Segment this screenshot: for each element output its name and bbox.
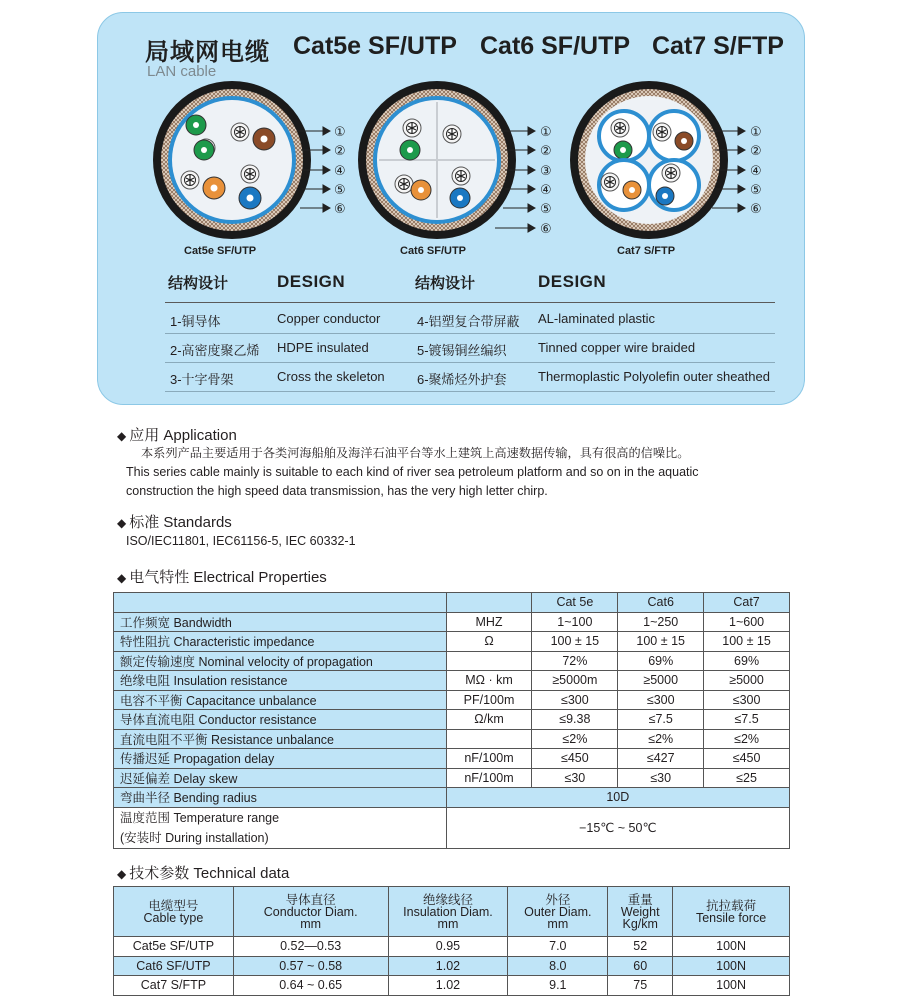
marker: ③ — [540, 164, 552, 179]
cable-cross-sections — [0, 0, 900, 260]
table-row: 特性阻抗 Characteristic impedance Ω 100 ± 15 100 ± 15 100 ± 15 — [114, 632, 790, 652]
caption-cat7: Cat7 S/FTP — [617, 245, 676, 257]
marker: ⑥ — [750, 202, 762, 217]
caption-cat6: Cat6 SF/UTP — [400, 245, 467, 257]
electrical-heading: ◆ 电气特性 Electrical Properties — [117, 569, 327, 586]
marker: ④ — [750, 164, 762, 179]
table-header-row: 电缆型号 Cable type 导体直径 Conductor Diam. mm 绝缘线径 Insulation Diam. mm 外径 Outer Diam. mm 重量 Weight Kg/km 抗拉载荷 Tensile force — [114, 887, 790, 937]
table-row — [114, 807, 790, 848]
application-heading: ◆ 应用 Application — [117, 427, 237, 444]
design-item: Tinned copper wire braided — [538, 340, 696, 355]
table-row: Cat5e SF/UTP 0.52—0.53 0.95 7.0 52 100N — [114, 937, 790, 957]
marker: ① — [750, 125, 762, 140]
design-header-cn-1: 结构设计 — [168, 274, 229, 292]
cat7-diagram — [570, 81, 745, 239]
design-item: AL-laminated plastic — [538, 311, 656, 326]
diamond-bullet-icon: ◆ — [117, 867, 127, 881]
temperature-note: (安装时 During installation) — [120, 830, 269, 845]
marker: ① — [334, 125, 346, 140]
title-chinese: 局域网电缆 — [145, 38, 270, 66]
table-row: 电容不平衡 Capacitance unbalance PF/100m ≤300 ≤300 ≤300 — [114, 690, 790, 710]
design-divider — [165, 333, 775, 334]
marker: ④ — [540, 183, 552, 198]
cat5e-diagram — [153, 81, 330, 239]
diamond-bullet-icon: ◆ — [117, 571, 127, 585]
design-divider — [165, 362, 775, 363]
temperature-label: 温度范围 Temperature range — [120, 810, 280, 825]
column-header: Cat6 — [618, 593, 704, 613]
marker: ② — [750, 144, 762, 159]
table-row: 绝缘电阻 Insulation resistance MΩ · km ≥5000m ≥5000 ≥5000 — [114, 671, 790, 691]
subtitle: LAN cable — [147, 63, 217, 80]
design-header-en-1: DESIGN — [277, 272, 346, 291]
design-item: Cross the skeleton — [277, 369, 385, 384]
design-item: 3-十字骨架 — [170, 372, 234, 387]
marker: ⑤ — [334, 183, 346, 198]
technical-data-table — [113, 886, 790, 996]
design-item: Copper conductor — [277, 311, 381, 326]
marker: ⑥ — [334, 202, 346, 217]
design-item: 1-铜导体 — [170, 314, 221, 329]
title-cat5e: Cat5e SF/UTP — [293, 32, 457, 60]
standards-text: ISO/IEC11801, IEC61156-5, IEC 60332-1 — [126, 534, 356, 548]
design-item: 5-镀锡铜丝编织 — [417, 343, 507, 358]
design-divider — [165, 391, 775, 392]
electrical-properties-table — [113, 592, 790, 849]
marker: ② — [334, 144, 346, 159]
table-header-row — [114, 593, 790, 613]
cat6-diagram — [358, 81, 535, 239]
table-row: 工作频宽 Bandwidth MHZ 1~100 1~250 1~600 — [114, 612, 790, 632]
diamond-bullet-icon: ◆ — [117, 429, 127, 443]
table-row: 直流电阻不平衡 Resistance unbalance ≤2% ≤2% ≤2% — [114, 729, 790, 749]
table-row: 迟延偏差 Delay skew nF/100m ≤30 ≤30 ≤25 — [114, 768, 790, 788]
design-item: Thermoplastic Polyolefin outer sheathed — [538, 369, 770, 384]
marker: ⑤ — [540, 202, 552, 217]
marker: ④ — [334, 164, 346, 179]
design-item: 4-铝塑复合带屏蔽 — [417, 314, 520, 329]
table-row: Cat7 S/FTP 0.64 ~ 0.65 1.02 9.1 75 100N — [114, 976, 790, 996]
diamond-bullet-icon: ◆ — [117, 516, 127, 530]
table-row: 弯曲半径 Bending radius 10D — [114, 788, 790, 808]
marker: ① — [540, 125, 552, 140]
column-header: Cat7 — [704, 593, 790, 613]
application-text-cn: 本系列产品主要适用于各类河海船舶及海洋石油平台等水上建筑上高速数据传输，具有很高的信噪比。 — [141, 446, 690, 460]
design-header-en-2: DESIGN — [538, 272, 607, 291]
design-rule — [165, 302, 775, 303]
design-item: HDPE insulated — [277, 340, 369, 355]
title-cat7: Cat7 S/FTP — [652, 32, 784, 60]
application-text-en-2: construction the high speed data transmission, has the very high letter chirp. — [126, 484, 548, 498]
marker: ② — [540, 144, 552, 159]
marker: ⑤ — [750, 183, 762, 198]
column-header: Cat 5e — [532, 593, 618, 613]
design-item: 6-聚烯烃外护套 — [417, 372, 507, 387]
technical-heading: ◆ 技术参数 Technical data — [117, 865, 290, 882]
application-text-en-1: This series cable mainly is suitable to each kind of river sea petroleum platform and so on in the aquatic — [126, 465, 699, 479]
table-row: Cat6 SF/UTP 0.57 ~ 0.58 1.02 8.0 60 100N — [114, 956, 790, 976]
marker: ⑥ — [540, 222, 552, 237]
standards-heading: ◆ 标准 Standards — [117, 514, 232, 531]
table-row: 导体直流电阻 Conductor resistance Ω/km ≤9.38 ≤7.5 ≤7.5 — [114, 710, 790, 730]
design-header-cn-2: 结构设计 — [415, 274, 476, 292]
table-row: 额定传输速度 Nominal velocity of propagation 72% 69% 69% — [114, 651, 790, 671]
design-item: 2-高密度聚乙烯 — [170, 343, 260, 358]
temperature-value: −15℃ ~ 50℃ — [446, 807, 789, 848]
table-row: 传播迟延 Propagation delay nF/100m ≤450 ≤427 ≤450 — [114, 749, 790, 769]
caption-cat5e: Cat5e SF/UTP — [184, 245, 257, 257]
title-cat6: Cat6 SF/UTP — [480, 32, 631, 60]
